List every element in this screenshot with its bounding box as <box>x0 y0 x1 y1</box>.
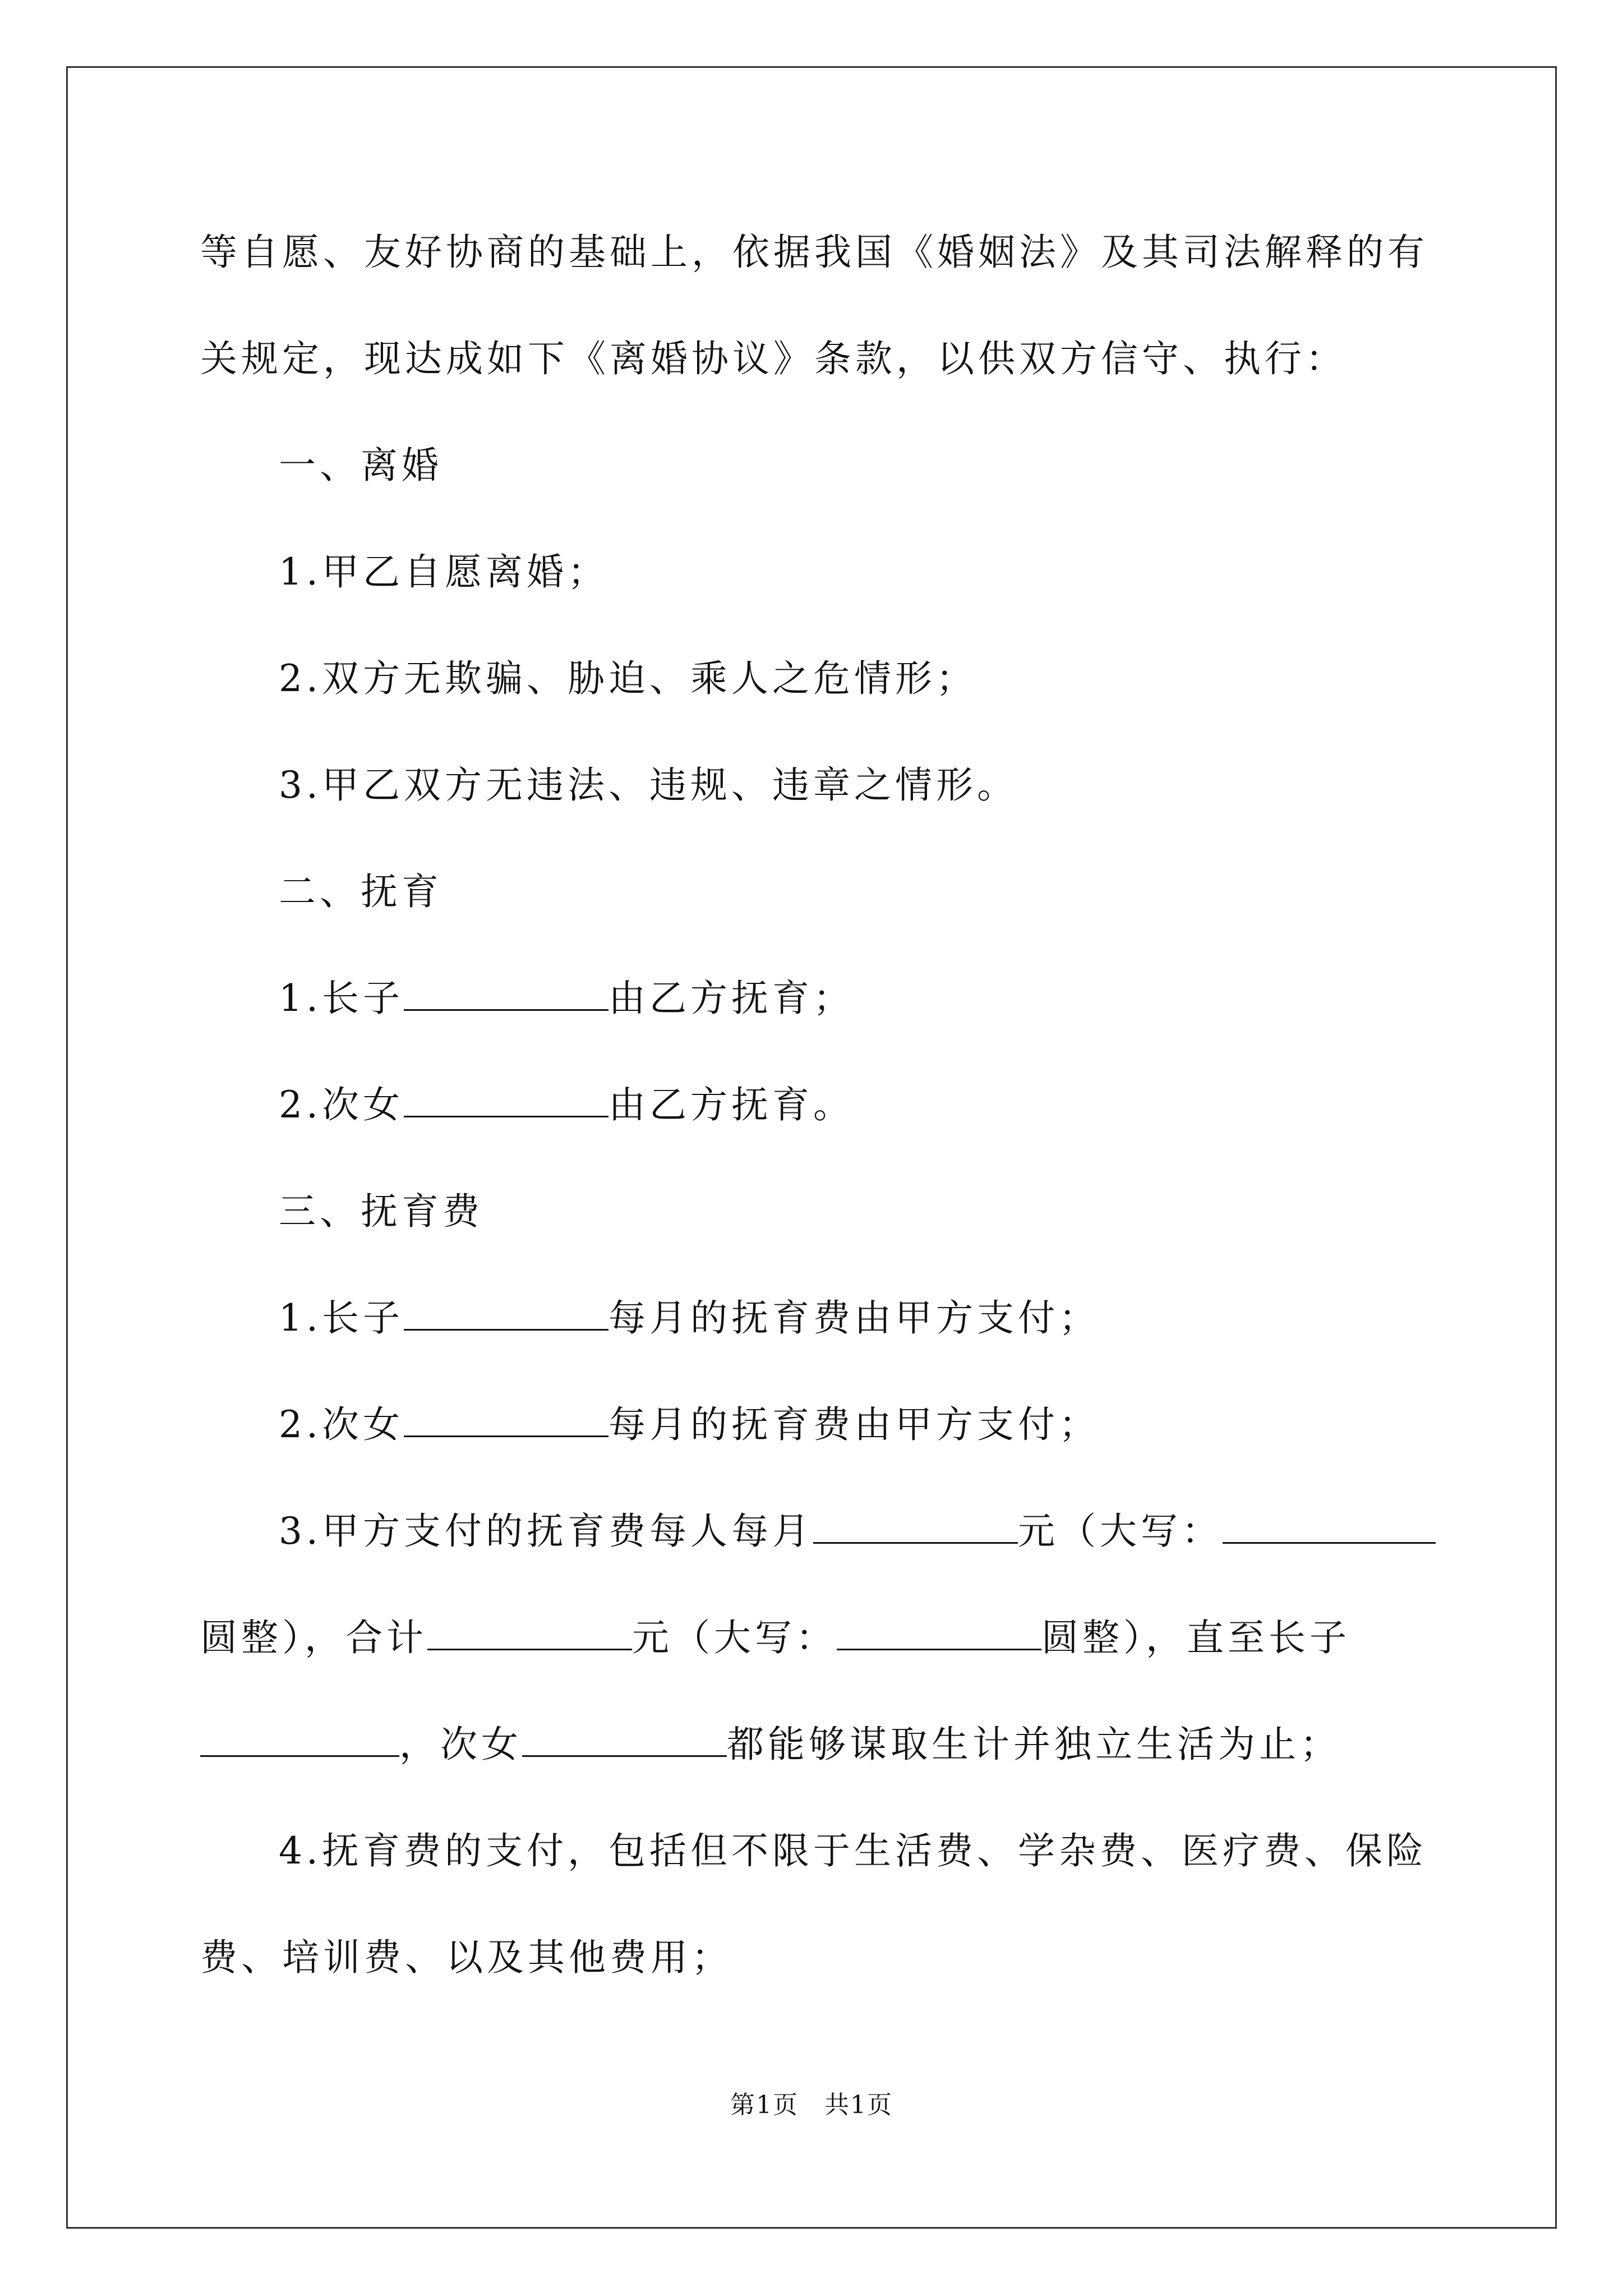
section-heading-divorce: 一、离婚 <box>279 444 442 487</box>
fill-in-blank[interactable] <box>404 1404 608 1437</box>
clause-line <box>279 1509 1436 1554</box>
clause-line <box>279 1083 854 1128</box>
clause-line <box>200 1722 1341 1767</box>
clause-line <box>279 1402 1100 1447</box>
clause-line: 费、培训费、以及其他费用； <box>200 1936 732 1979</box>
clause-text: 由乙方抚育； <box>608 977 854 1020</box>
clause-text: 2.次女 <box>279 1083 404 1126</box>
paragraph-line: 关规定，现达成如下《离婚协议》条款，以供双方信守、执行： <box>200 337 1347 380</box>
fill-in-blank[interactable] <box>837 1617 1041 1650</box>
section-heading-custody: 二、抚育 <box>279 870 442 913</box>
paragraph-line: 等自愿、友好协商的基础上，依据我国《婚姻法》及其司法解释的有 <box>200 231 1428 274</box>
fill-in-blank[interactable] <box>404 1084 608 1117</box>
clause-text: 1.长子 <box>279 1296 404 1340</box>
fill-in-blank[interactable] <box>1223 1511 1436 1544</box>
clause-text: 每月的抚育费由甲方支付； <box>608 1403 1100 1446</box>
clause-text: 由乙方抚育。 <box>608 1083 854 1126</box>
clause-text: 圆整），合计 <box>200 1616 427 1659</box>
clause-line: 2.双方无欺骗、胁迫、乘人之危情形； <box>279 657 977 700</box>
clause-text: 圆整），直至长子 <box>1041 1616 1350 1659</box>
clause-text: 每月的抚育费由甲方支付； <box>608 1296 1100 1340</box>
fill-in-blank[interactable] <box>813 1511 1018 1544</box>
clause-line <box>279 1296 1100 1341</box>
clause-line: 3.甲乙双方无违法、违规、违章之情形。 <box>279 763 1018 807</box>
section-heading-support-fee: 三、抚育费 <box>279 1190 483 1233</box>
clause-line <box>200 1616 1350 1660</box>
page-footer: 第1页 共1页 <box>730 2091 893 2119</box>
clause-text: 1.长子 <box>279 977 404 1020</box>
clause-text: 都能够谋取生计并独立生活为止； <box>727 1723 1341 1766</box>
clause-text: 2.次女 <box>279 1403 404 1446</box>
clause-text: 元（大写： <box>632 1616 837 1659</box>
page-border <box>66 66 1557 2229</box>
clause-text: ，次女 <box>399 1723 522 1766</box>
fill-in-blank[interactable] <box>427 1617 632 1650</box>
clause-text: 元（大写： <box>1017 1510 1223 1553</box>
fill-in-blank[interactable] <box>522 1724 727 1757</box>
fill-in-blank[interactable] <box>404 978 608 1011</box>
clause-line <box>279 976 854 1021</box>
fill-in-blank[interactable] <box>200 1724 399 1757</box>
fill-in-blank[interactable] <box>404 1297 608 1331</box>
clause-line: 1.甲乙自愿离婚； <box>279 550 608 593</box>
clause-text: 3.甲方支付的抚育费每人每月 <box>279 1510 813 1553</box>
clause-line: 4.抚育费的支付，包括但不限于生活费、学杂费、医疗费、保险 <box>279 1829 1427 1872</box>
